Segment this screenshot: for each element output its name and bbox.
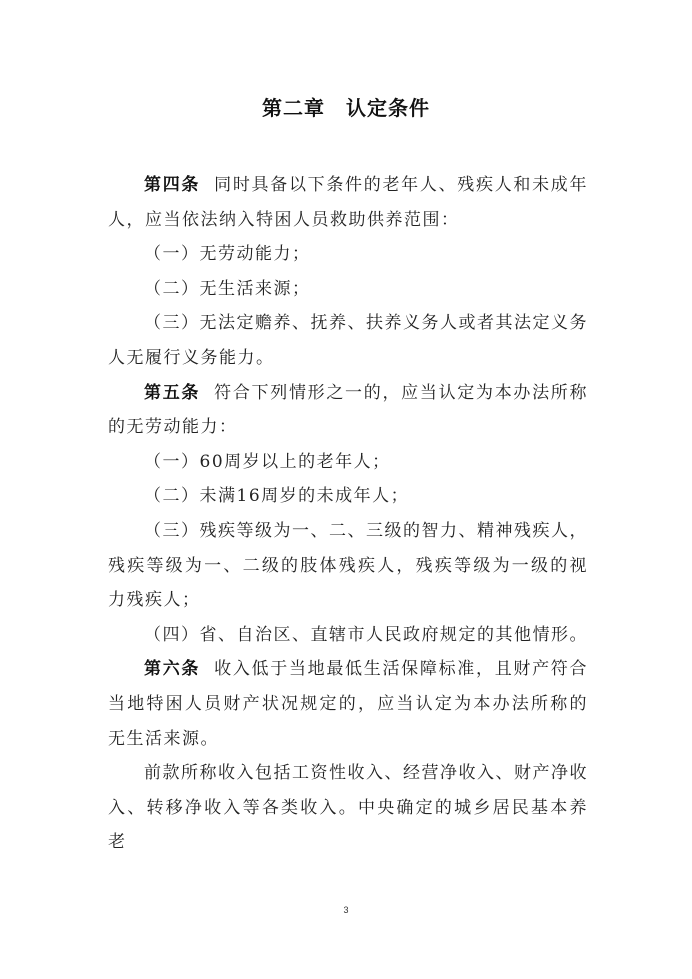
chapter-title: 第二章 认定条件 [262,96,430,120]
list-item-paragraph [108,306,588,375]
paragraph-text: 符合下列情形之一的，应当认定为本办法所称的无劳动能力： [108,382,589,438]
article-5-paragraph [108,376,588,445]
list-item-paragraph [108,479,588,514]
paragraph-text: （一）60周岁以上的老年人； [144,451,391,472]
paragraph-text: （二）未满16周岁的未成年人； [144,486,410,507]
article-6-paragraph [108,652,588,756]
list-item-paragraph [108,272,588,307]
list-item-paragraph [108,445,588,480]
paragraph-text: 收入低于当地最低生活保障标准，且财产符合当地特困人员财产状况规定的，应当认定为本办法所称的无生活来源。 [108,659,589,749]
body-text [108,168,588,860]
list-item-paragraph [108,237,588,272]
page-number: 3 [343,905,349,915]
article-label: 第五条 [144,382,201,403]
paragraph-text: （二）无生活来源； [144,278,311,299]
list-item-paragraph [108,618,588,653]
paragraph-text: （三）无法定赡养、抚养、扶养义务人或者其法定义务人无履行义务能力。 [108,313,588,368]
body-paragraph [108,756,588,860]
paragraph-text: 前款所称收入包括工资性收入、经营净收入、财产净收入、转移净收入等各类收入。中央确定的城乡居民基本养老 [108,763,588,853]
article-4-paragraph [108,168,588,237]
article-label: 第六条 [144,659,201,680]
paragraph-text: 同时具备以下条件的老年人、残疾人和未成年人，应当依法纳入特困人员救助供养范围： [108,175,589,230]
list-item-paragraph [108,514,588,618]
paragraph-text: （四）省、自治区、直辖市人民政府规定的其他情形。 [144,624,588,645]
paragraph-text: （一）无劳动能力； [144,244,311,265]
article-label: 第四条 [144,175,201,195]
paragraph-text: （三）残疾等级为一、二、三级的智力、精神残疾人，残疾等级为一、二级的肢体残疾人，残疾等级为一级的视力残疾人； [108,520,588,611]
